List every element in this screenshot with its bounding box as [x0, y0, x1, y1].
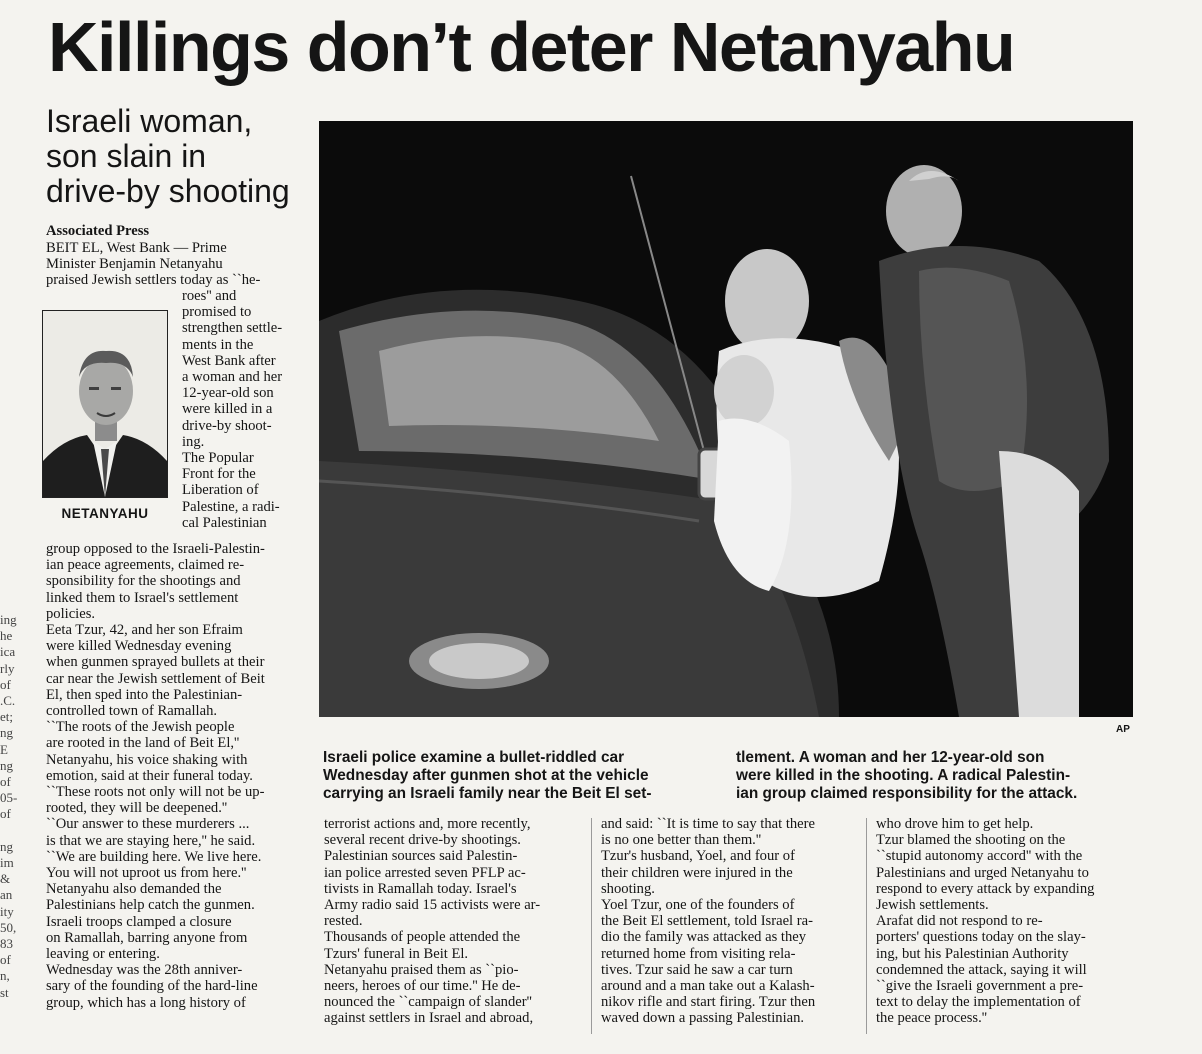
story-lead: BEIT EL, West Bank — Prime Minister Benjamin Netanyahu praised Jewish settlers today as ``he- — [46, 240, 261, 289]
story-lead-wrap: roes'' and promised to strengthen settle- ments in the West Bank after a woman and her 12-year-old son were killed in a drive-by shoot- ing. The Popular Front for the Liberation of Palestine, a radi- cal Palestinian — [182, 288, 283, 531]
subhead-line: drive-by shooting — [46, 173, 290, 209]
story-column-3: and said: ``It is time to say that there is no one better than them.'' Tzur's husband, Yoel, and four of their children were injured in the shooting. Yoel Tzur, one of the founders of the Beit El settlement, told Israel ra- dio the family was attacked as they returned home from visiting rela- tives. Tzur said he saw a car turn around and a man take out a Kalash- nikov rifle and start firing. Tzur then waved down a passing Palestinian. — [601, 816, 816, 1027]
column-rule — [866, 818, 867, 1034]
police-examine-car-photo — [319, 121, 1133, 717]
adjacent-column-fragment: ing he ica rly of .C. et; ng E ng of 05- of ng im & an ity 50, 83 of n, st — [0, 612, 18, 1000]
mugshot-caption: NETANYAHU — [61, 506, 149, 521]
column-rule — [591, 818, 592, 1034]
headline: Killings don’t deter Netanyahu — [48, 8, 1015, 86]
story-column-2: terrorist actions and, more recently, several recent drive-by shootings. Palestinian sources said Palestin- ian police arrested seven PFLP ac- tivists in Ramallah today. Israel's Army radio said 15 activists were ar- rested. Thousands of people attended the Tzurs' funeral in Beit El. Netanyahu praised them as ``pio- neers, heroes of our time.'' He de- nounced the ``campaign of slander'' against settlers in Israel and abroad, — [324, 816, 541, 1027]
byline: Associated Press — [46, 223, 150, 239]
news-photo — [319, 121, 1133, 717]
photo-caption-col-2: tlement. A woman and her 12-year-old son were killed in the shooting. A radical Palestin- ian group claimed responsibility for the attack. — [736, 749, 1078, 802]
netanyahu-mugshot — [42, 310, 168, 498]
subhead — [46, 104, 316, 209]
photo-caption-col-1: Israeli police examine a bullet-riddled car Wednesday after gunmen shot at the vehicle carrying an Israeli family near the Beit El set- — [323, 749, 652, 802]
subhead-line: son slain in — [46, 138, 207, 174]
subhead-line: Israeli woman, — [46, 103, 253, 139]
portrait-image — [43, 311, 167, 497]
story-column-1: group opposed to the Israeli-Palestin- ian peace agreements, claimed re- sponsibility for the shootings and linked them to Israel's settlement policies. Eeta Tzur, 42, and her son Efraim were killed Wednesday evening when gunmen sprayed bullets at their car near the Jewish settlement of Beit El, then sped into the Palestinian- controlled town of Ramallah. ``The roots of the Jewish people are rooted in the land of Beit El,'' Netanyahu, his voice shaking with emotion, said at their funeral today. ``These roots not only will not be up- rooted, they will be deepened.'' ``Our answer to these murderers ... is that we are staying here,'' he said. ``We are building here. We live here. You will not uproot us from here.'' Netanyahu also demanded the Palestinians help catch the gunmen. Israeli troops clamped a closure on Ramallah, barring anyone from leaving or entering. Wednesday was the 28th anniver- sary of the founding of the hard-line group, which has a long history of — [46, 541, 265, 1011]
photo-credit: AP — [1116, 724, 1130, 735]
story-column-4: who drove him to get help. Tzur blamed the shooting on the ``stupid autonomy accord'' with the Palestinians and urged Netanyahu to respond to every attack by expanding Jewish settlements. Arafat did not respond to re- porters' questions today on the slay- ing, but his Palestinian Authority condemned the attack, saying it will ``give the Israeli government a pre- text to delay the implementation of the peace process.'' — [876, 816, 1095, 1027]
